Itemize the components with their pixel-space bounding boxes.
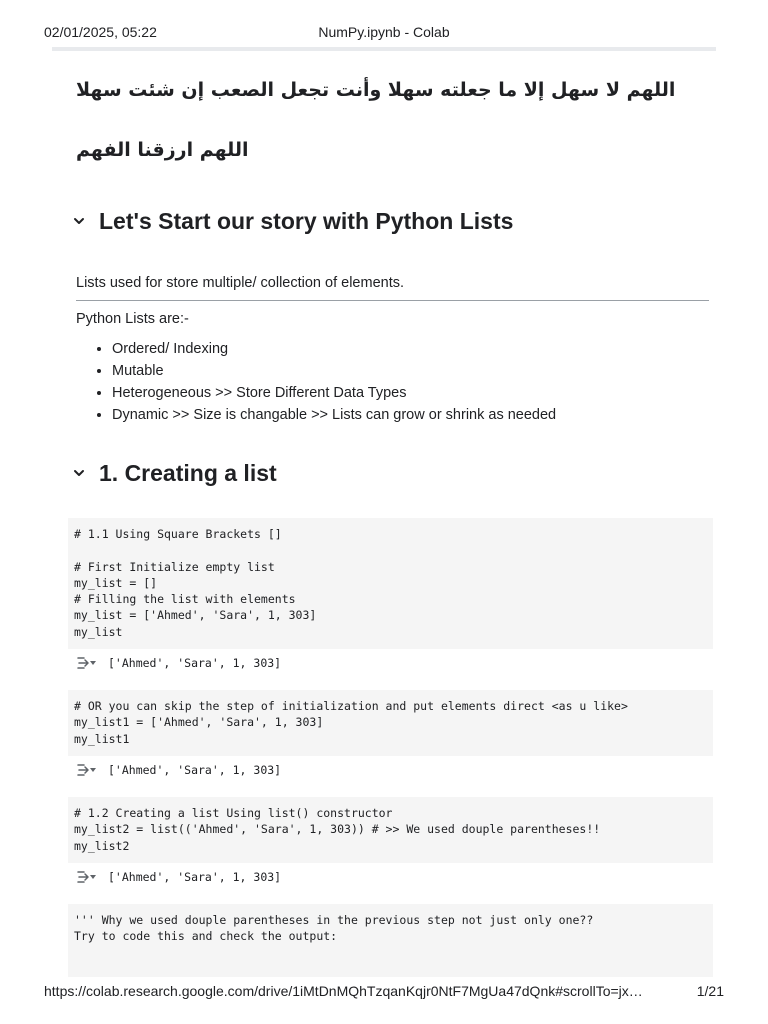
output-text: ['Ahmed', 'Sara', 1, 303] (108, 763, 282, 777)
code-text: ''' Why we used douple parentheses in the previous step not just only one?? Try to code this and check the output: (74, 913, 594, 944)
output-toggle-icon[interactable] (76, 655, 98, 671)
cell-output (76, 868, 281, 886)
list-item: • Dynamic >> Size is changable >> Lists can grow or shrink as needed (112, 404, 556, 426)
cell-output (76, 654, 281, 672)
code-text: # OR you can skip the step of initialization and put elements direct <as u like> my_list1 = ['Ahmed', 'Sara', 1, 303] my_list1 (74, 699, 628, 746)
arabic-prayer-line-2: اللهم ارزقنا الفهم (76, 139, 249, 161)
section-title: Let's Start our story with Python Lists (99, 207, 514, 234)
output-text: ['Ahmed', 'Sara', 1, 303] (108, 870, 282, 884)
print-datetime: 02/01/2025, 05:22 (44, 24, 157, 40)
print-footer (44, 983, 724, 1001)
chevron-down-icon[interactable] (68, 210, 90, 232)
cell-output (76, 761, 281, 779)
list-item: • Heterogeneous >> Store Different Data Types (112, 382, 556, 404)
page-number: 1/21 (696, 983, 724, 999)
section-heading-python-lists (68, 206, 513, 236)
output-toggle-icon[interactable] (76, 762, 98, 778)
print-header (44, 24, 724, 42)
output-toggle-icon[interactable] (76, 869, 98, 885)
header-divider (52, 47, 716, 51)
section-heading-creating-list (68, 458, 277, 488)
code-text: # 1.2 Creating a list Using list() constructor my_list2 = list(('Ahmed', 'Sara', 1, 303)) # >> We used douple parentheses!! my_list2 (74, 806, 601, 853)
code-cell[interactable] (68, 904, 713, 977)
code-text: # 1.1 Using Square Brackets [] # First Initialize empty list my_list = [] # Filling the list with elements my_list = ['Ahmed', 'Sara', 1, 303] my_list (74, 527, 317, 639)
horizontal-rule (76, 300, 709, 301)
list-item: • Mutable (112, 360, 556, 382)
print-doc-title: NumPy.ipynb - Colab (318, 24, 450, 40)
arabic-prayer-line-1: اللهم لا سهل إلا ما جعلته سهلا وأنت تجعل الصعب إن شئت سهلا (76, 79, 676, 101)
code-cell[interactable] (68, 518, 713, 649)
lists-properties-list (76, 338, 556, 426)
list-item: • Ordered/ Indexing (112, 338, 556, 360)
page-url: https://colab.research.google.com/drive/1iMtDnMQhTzqanKqjr0NtF7MgUa47dQnk#scrollTo=jx… (44, 983, 643, 999)
lists-properties-heading: Python Lists are:- (76, 311, 189, 327)
code-cell[interactable] (68, 690, 713, 756)
section-title: 1. Creating a list (99, 459, 277, 486)
code-cell[interactable] (68, 797, 713, 863)
lists-definition-text: Lists used for store multiple/ collection of elements. (76, 275, 405, 291)
output-text: ['Ahmed', 'Sara', 1, 303] (108, 656, 282, 670)
chevron-down-icon[interactable] (68, 462, 90, 484)
